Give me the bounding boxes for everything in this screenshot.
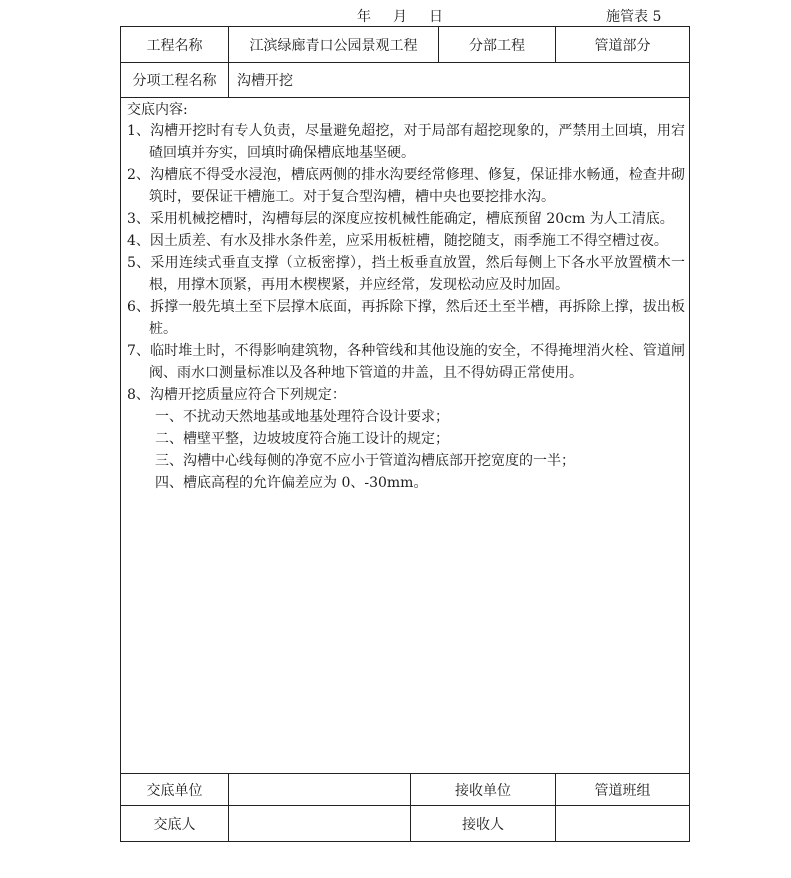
content-subitem-4: 四、槽底高程的允许偏差应为 0、-30mm。: [155, 475, 428, 491]
content-item-6: 6、拆撑一般先填土至下层撑木底面，再拆除下撑，然后还土至半槽，再拆除上撑，拔出板桩。: [127, 299, 685, 337]
date-line: [357, 6, 443, 26]
content-subitem-2: 二、槽壁平整，边坡坡度符合施工设计的规定；: [155, 431, 449, 447]
subitem-value: 沟槽开挖: [229, 63, 690, 98]
subitem-row: [121, 63, 690, 98]
content-item-4: 4、因土质差、有水及排水条件差，应采用板桩槽，随挖随支，雨季施工不得空槽过夜。: [127, 233, 668, 249]
handover-unit-label: 交底单位: [121, 774, 229, 806]
project-name-label: 工程名称: [121, 27, 229, 63]
content-item-5: 5、采用连续式垂直支撑（立板密撑），挡土板垂直放置，然后每侧上下各水平放置横木一根，用撑木顶紧，再用木楔楔紧，并应经常，发现松动应及时加固。: [127, 255, 685, 293]
content-subitem-3: 三、沟槽中心线每侧的净宽不应小于管道沟槽底部开挖宽度的一半；: [155, 453, 575, 469]
receiver-unit-value: 管道班组: [556, 774, 690, 806]
handover-content: [121, 98, 690, 774]
content-item-7: 7、临时堆土时，不得影响建筑物，各种管线和其他设施的安全，不得掩埋消火栓、管道闸阀、雨水口测量标准以及各种地下管道的井盖，且不得妨碍正常使用。: [127, 343, 685, 381]
content-item-1: 1、沟槽开挖时有专人负责，尽量避免超挖，对于局部有超挖现象的，严禁用土回填，用宕碴回填并夯实，回填时确保槽底地基坚硬。: [127, 123, 685, 161]
content-subitem-1: 一、不扰动天然地基或地基处理符合设计要求；: [155, 409, 449, 425]
handover-unit-value: [229, 774, 411, 806]
content-item-3: 3、采用机械挖槽时，沟槽每层的深度应按机械性能确定，槽底预留 20cm 为人工清底。: [127, 211, 674, 227]
person-row: [121, 806, 690, 842]
content-item-2: 2、沟槽底不得受水浸泡，槽底两侧的排水沟要经常修理、修复，保证排水畅通，检查井砌筑时，要保证干槽施工。对于复合型沟槽，槽中央也要挖排水沟。: [127, 167, 685, 205]
subitem-label: 分项工程名称: [121, 63, 229, 98]
month-label: 月: [393, 9, 407, 25]
handover-person-value: [229, 806, 411, 842]
content-item-8: 8、沟槽开挖质量应符合下列规定：: [127, 387, 346, 403]
handover-form-table: [120, 26, 690, 842]
receiver-unit-label: 接收单位: [411, 774, 556, 806]
division-value: 管道部分: [556, 27, 690, 63]
receiver-person-label: 接收人: [411, 806, 556, 842]
unit-row: [121, 774, 690, 806]
content-title: 交底内容:: [127, 102, 188, 118]
division-label: 分部工程: [439, 27, 556, 63]
project-row: [121, 27, 690, 63]
form-number: 施管表 5: [606, 9, 662, 25]
project-name-value: 江滨绿廊青口公园景观工程: [229, 27, 439, 63]
receiver-person-value: [556, 806, 690, 842]
handover-person-label: 交底人: [121, 806, 229, 842]
day-label: 日: [429, 9, 443, 25]
content-row: [121, 98, 690, 774]
year-label: 年: [357, 9, 371, 25]
